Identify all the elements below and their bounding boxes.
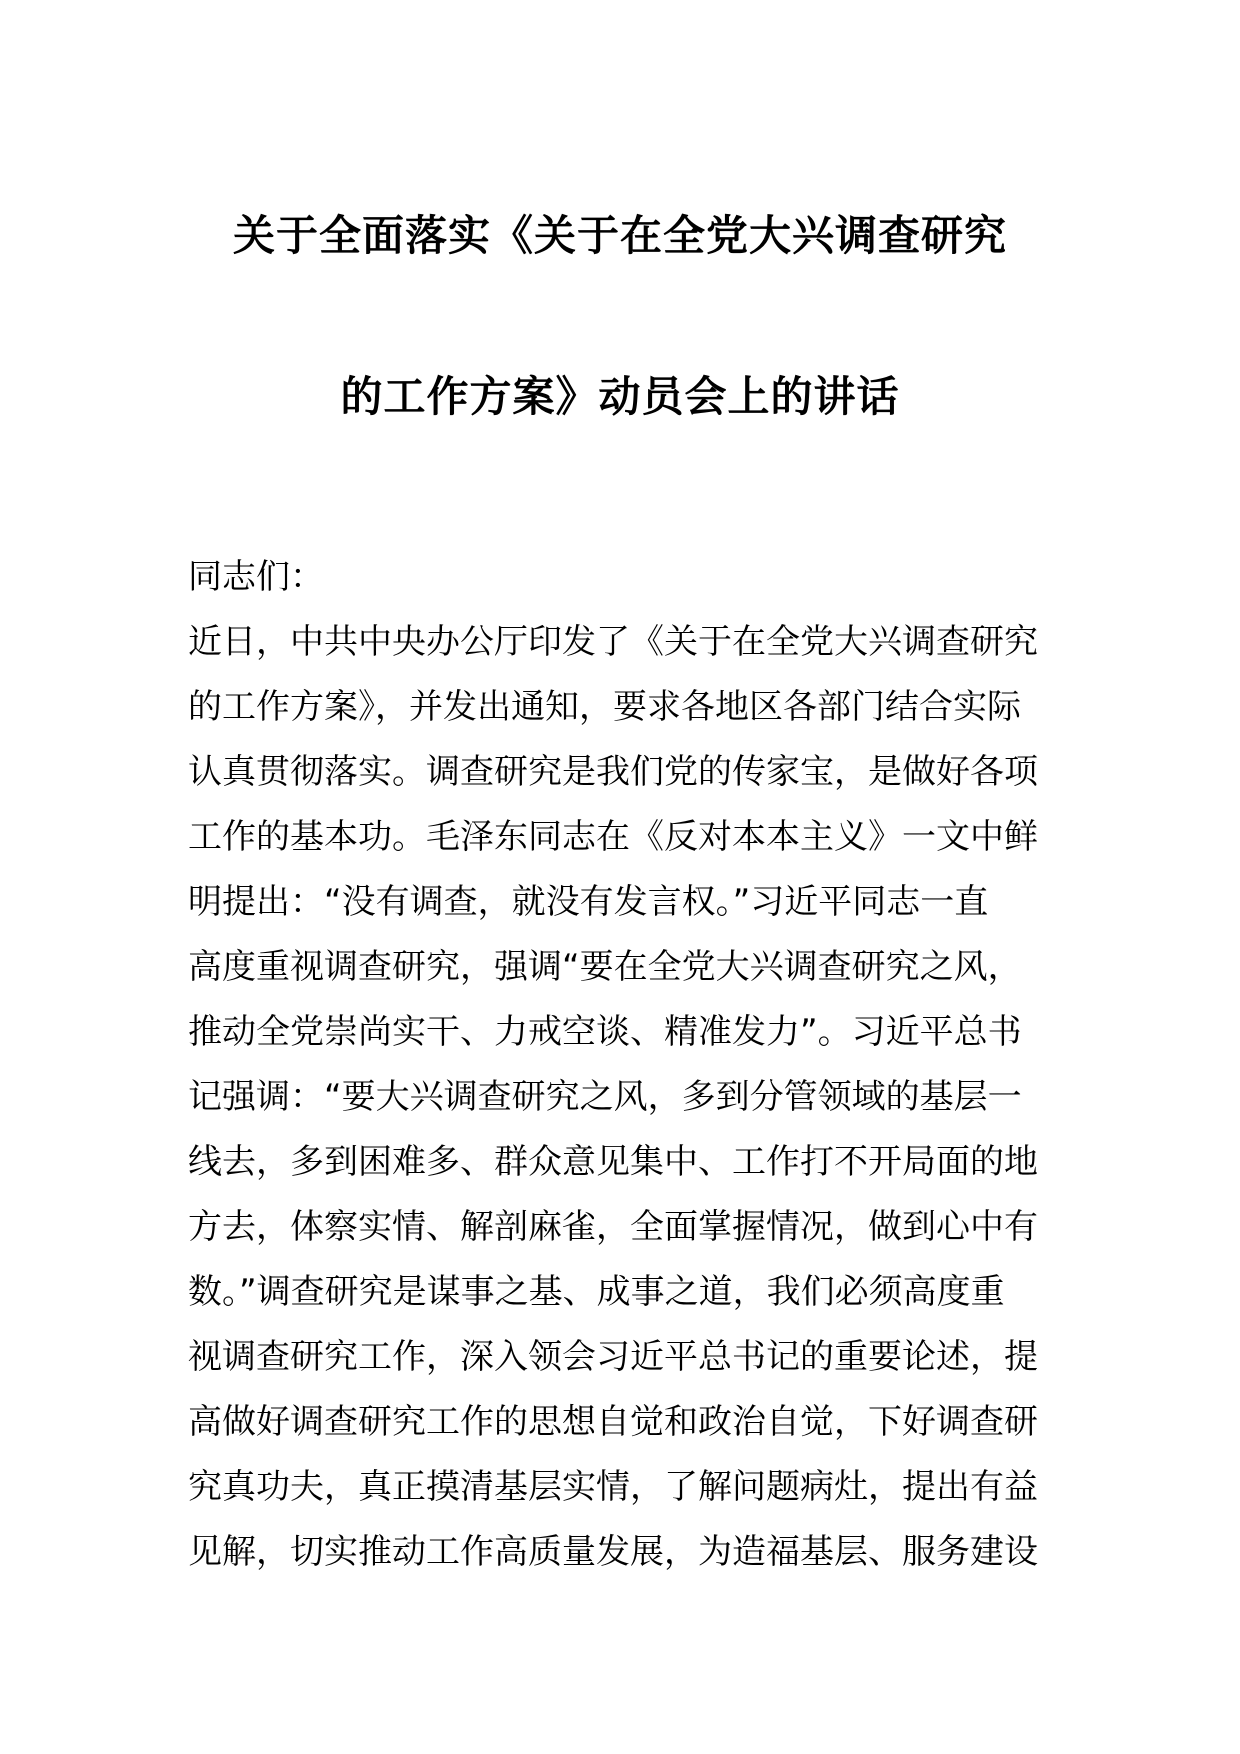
body-line: 高度重视调查研究，强调“要在全党大兴调查研究之风， <box>188 947 1022 987</box>
body-line: 近日，中共中央办公厅印发了《关于在全党大兴调查研究 <box>188 622 1038 662</box>
title-line-2: 的工作方案》动员会上的讲话 <box>340 372 900 421</box>
body-line: 高做好调查研究工作的思想自觉和政治自觉，下好调查研 <box>188 1402 1038 1442</box>
body-line: 究真功夫，真正摸清基层实情，了解问题病灶，提出有益 <box>188 1467 1038 1507</box>
body-line: 视调查研究工作，深入领会习近平总书记的重要论述，提 <box>188 1337 1038 1377</box>
body-line: 方去，体察实情、解剖麻雀，全面掌握情况，做到心中有 <box>188 1207 1038 1247</box>
body-line: 认真贯彻落实。调查研究是我们党的传家宝，是做好各项 <box>188 752 1038 792</box>
title-line-1: 关于全面落实《关于在全党大兴调查研究 <box>232 211 1007 260</box>
body-line: 明提出：“没有调查，就没有发言权。”习近平同志一直 <box>188 882 989 922</box>
salutation: 同志们： <box>188 557 324 597</box>
body-line: 数。”调查研究是谋事之基、成事之道，我们必须高度重 <box>188 1272 1005 1312</box>
body-line: 见解，切实推动工作高质量发展，为造福基层、服务建设 <box>188 1532 1038 1572</box>
body-line: 线去，多到困难多、群众意见集中、工作打不开局面的地 <box>188 1142 1038 1182</box>
body-line: 记强调：“要大兴调查研究之风，多到分管领域的基层一 <box>188 1077 1022 1117</box>
body-line: 的工作方案》，并发出通知，要求各地区各部门结合实际 <box>188 687 1021 727</box>
body-text <box>188 545 1050 1585</box>
body-line: 推动全党崇尚实干、力戒空谈、精准发力”。习近平总书 <box>188 1012 1022 1052</box>
body-line: 工作的基本功。毛泽东同志在《反对本本主义》一文中鲜 <box>188 817 1038 857</box>
